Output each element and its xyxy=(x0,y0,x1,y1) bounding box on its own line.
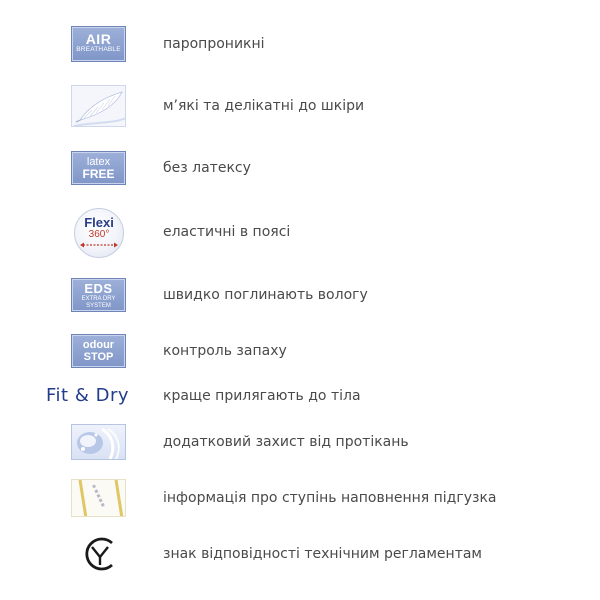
feature-label-odour: контроль запаху xyxy=(163,343,287,359)
odour-stop-badge-icon xyxy=(71,334,126,368)
leak-guard-icon xyxy=(71,424,126,460)
flexi-360-icon xyxy=(71,208,126,256)
badge-line2: 360° xyxy=(88,229,110,240)
badge-line2: EXTRA DRY SYSTEM xyxy=(81,296,116,309)
feature-label-soft: м’які та делікатні до шкіри xyxy=(163,98,365,114)
feather-icon xyxy=(71,85,126,127)
badge-line1: latex xyxy=(86,156,111,168)
badge-line2: BREATHABLE xyxy=(76,46,121,53)
feature-label-flexi: еластичні в поясі xyxy=(163,224,291,240)
eds-badge-icon xyxy=(71,278,126,312)
feature-label-conformity: знак відповідності технічним регламентам xyxy=(163,546,482,562)
feature-label-indicator: інформація про ступінь наповнення підгузка xyxy=(163,490,497,506)
feature-label-latex: без латексу xyxy=(163,160,251,176)
air-breathable-badge-icon xyxy=(71,26,126,62)
conformity-mark-icon xyxy=(71,535,126,573)
fit-and-dry-logo: Fit & Dry xyxy=(46,385,129,406)
flexi-badge xyxy=(74,208,124,258)
wetness-indicator-icon xyxy=(71,479,126,517)
latex-free-badge-icon xyxy=(71,151,126,185)
badge-line1: Flexi xyxy=(84,215,114,230)
feature-label-air: паропроникні xyxy=(163,36,265,52)
badge-line1: odour xyxy=(82,339,115,351)
feature-label-leak: додатковий захист від протікань xyxy=(163,434,409,450)
feature-label-eds: швидко поглинають вологу xyxy=(163,287,368,303)
badge-line2: STOP xyxy=(83,351,114,363)
badge-line1: AIR xyxy=(85,31,112,47)
badge-line2: FREE xyxy=(82,167,115,181)
feature-label-fitdry: краще прилягають до тіла xyxy=(163,388,361,404)
badge-line1: EDS xyxy=(84,281,113,296)
